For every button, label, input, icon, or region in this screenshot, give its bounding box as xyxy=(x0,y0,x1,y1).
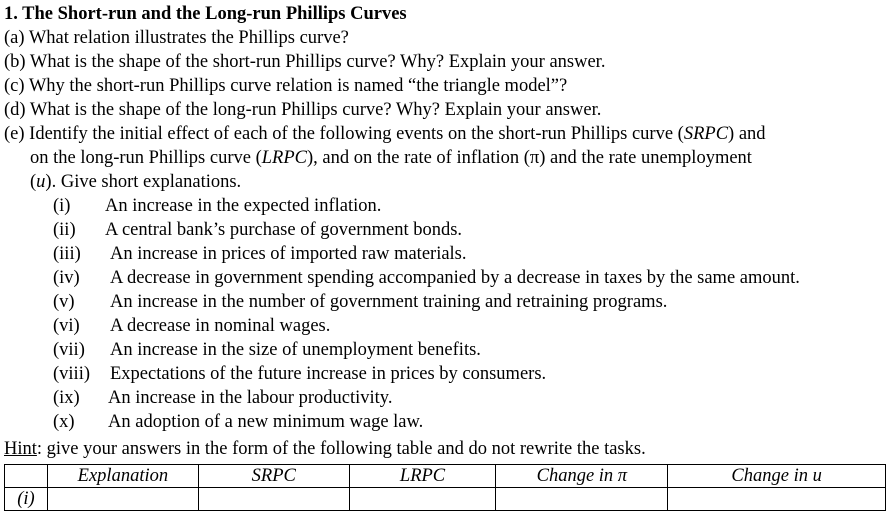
table-header-srpc: SRPC xyxy=(198,465,349,488)
event-text: An increase in the size of unemployment benefits. xyxy=(110,340,481,360)
event-number: (x) xyxy=(53,412,75,432)
event-item xyxy=(53,194,381,218)
event-number: (i) xyxy=(53,196,71,216)
event-text: An increase in prices of imported raw materials. xyxy=(110,244,467,264)
event-number: (vii) xyxy=(53,340,85,360)
question-e-text-end: ) and xyxy=(728,124,766,144)
question-e-line2 xyxy=(30,146,752,170)
question-e-line2-text: on the long-run Phillips curve ( xyxy=(30,148,262,168)
event-item xyxy=(53,290,667,314)
problem-title: 1. The Short-run and the Long-run Phillips Curves xyxy=(4,4,407,24)
table-header-explanation: Explanation xyxy=(47,465,198,488)
question-e-line3-open: ( xyxy=(30,172,37,192)
event-item xyxy=(53,218,462,242)
question-a: (a) What relation illustrates the Phillips curve? xyxy=(4,28,349,48)
srpc-abbrev: SRPC xyxy=(683,124,729,144)
question-b: (b) What is the shape of the short-run Phillips curve? Why? Explain your answer. xyxy=(4,52,606,72)
event-item xyxy=(53,386,392,410)
event-text: Expectations of the future increase in prices by consumers. xyxy=(110,364,547,384)
table-header-change-u: Change in u xyxy=(668,465,886,488)
event-text: An increase in the expected inflation. xyxy=(105,196,382,216)
event-text: A decrease in government spending accompanied by a decrease in taxes by the same amount. xyxy=(110,268,800,288)
event-item xyxy=(53,338,481,362)
hint-label: Hint xyxy=(4,439,37,459)
event-item xyxy=(53,242,467,266)
event-number: (vi) xyxy=(53,316,80,336)
table-header-change-pi: Change in π xyxy=(496,465,668,488)
lrpc-abbrev: LRPC xyxy=(261,148,307,168)
table-cell xyxy=(198,488,349,511)
event-number: (ix) xyxy=(53,388,80,408)
event-item xyxy=(53,362,546,386)
event-text: An increase in the number of government training and retraining programs. xyxy=(110,292,668,312)
question-e-line3 xyxy=(30,170,241,194)
u-symbol: u xyxy=(36,172,46,192)
event-item xyxy=(53,410,423,434)
table-header-cell xyxy=(5,465,48,488)
event-number: (v) xyxy=(53,292,75,312)
table-row xyxy=(5,488,886,511)
event-number: (iv) xyxy=(53,268,80,288)
table-cell xyxy=(349,488,496,511)
hint-line xyxy=(4,437,646,461)
event-number: (iii) xyxy=(53,244,81,264)
event-text: An adoption of a new minimum wage law. xyxy=(108,412,424,432)
table-cell xyxy=(668,488,886,511)
table-cell xyxy=(496,488,668,511)
question-e-line3-text: ). Give short explanations. xyxy=(45,172,242,192)
table-header-lrpc: LRPC xyxy=(349,465,496,488)
event-item xyxy=(53,266,800,290)
event-number: (ii) xyxy=(53,220,76,240)
table-row-label: (i) xyxy=(5,488,48,511)
question-d: (d) What is the shape of the long-run Phillips curve? Why? Explain your answer. xyxy=(4,100,602,120)
question-e-line1 xyxy=(4,122,766,146)
question-e-text: (e) Identify the initial effect of each of the following events on the short-run Phillips curve ( xyxy=(4,124,684,144)
table-header-row xyxy=(5,465,886,488)
event-number: (viii) xyxy=(53,364,90,384)
event-text: A decrease in nominal wages. xyxy=(110,316,331,336)
answer-table xyxy=(4,464,886,511)
event-item xyxy=(53,314,330,338)
question-c: (c) Why the short-run Phillips curve relation is named “the triangle model”? xyxy=(4,76,568,96)
event-text: A central bank’s purchase of government bonds. xyxy=(105,220,463,240)
event-text: An increase in the labour productivity. xyxy=(108,388,393,408)
question-e-line2-text-end: ), and on the rate of inflation (π) and the rate unemployment xyxy=(306,148,752,168)
hint-text: : give your answers in the form of the following table and do not rewrite the tasks. xyxy=(36,439,646,459)
table-cell xyxy=(47,488,198,511)
